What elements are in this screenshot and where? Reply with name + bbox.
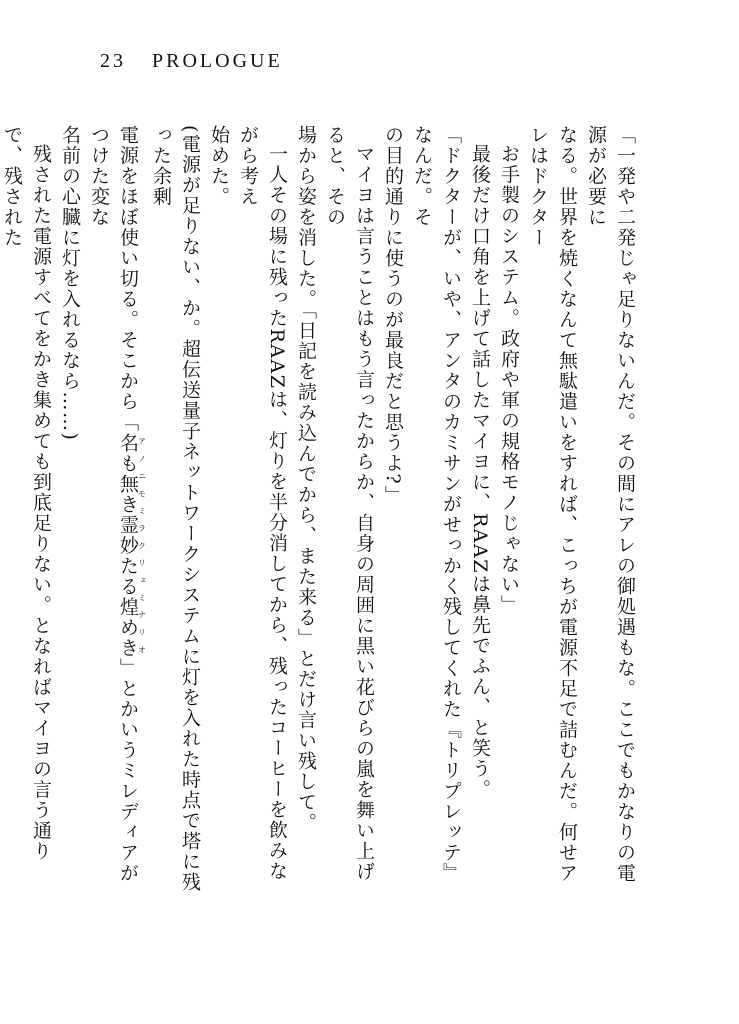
ruby-reading: アノニモミラクリュミナリオ — [137, 432, 147, 658]
text-line: なる。世界を焼くなんて無駄遣いをすれば、こっちが電源不足で詰むんだ。何せアレはドクター — [527, 125, 578, 884]
text-line: 場から姿を消した。「日記を読み込んでから、また来る」とだけ言い残して。 — [295, 125, 317, 833]
text-line: 最後だけ口角を上げて話したマイヨに、RAAZは鼻先でふん、と笑う。 — [469, 144, 491, 800]
ruby-line-text: 電源をほぼ使い切る。そこから「名も無き霊妙たる煌めきアノニモミラクリュミナリオ」とかいうミレディアがつけた変な — [88, 125, 147, 884]
text-line: マイヨは言うことはもう言ったからか、自身の周囲に黒い花びらの嵐を舞い上げると、その — [324, 125, 375, 882]
text-line: 残された電源すべてをかき集めても到底足りない。となればマイヨの言う通りで、残された — [1, 125, 52, 862]
ruby-name: 名も無き霊妙たる煌めきアノニモミラクリュミナリオ — [117, 432, 147, 658]
page-header — [100, 50, 283, 73]
text-line: 「ドクターが、いや、アンタのカミサンがせっかく残してくれた『トリプレッテ』なんだ。そ — [411, 125, 462, 884]
text-line: の目的通りに使うのが最良だと思うよ?」 — [382, 125, 404, 506]
text-line: 名前の心臓に灯を入れるなら……) — [59, 125, 81, 442]
vertical-body-text — [1, 125, 639, 895]
text-line: 一人その場に残ったRAAZは、灯りを半分消してから、残ったコーヒーを飲みながら考え — [237, 125, 288, 882]
section-title: PROLOGUE — [152, 50, 283, 72]
page-number: 23 — [100, 50, 126, 72]
text-line-with-ruby — [84, 125, 146, 895]
text-line: 「一発や二発じゃ足りないんだ。その間にアレの御処遇もな。ここでもかなりの電源が必要に — [585, 125, 636, 884]
text-line: 始めた。 — [208, 125, 230, 207]
text-line: (電源が足りない、か。超伝送量子ネットワークシステムに灯を入れた時点で塔に残った余剰 — [150, 125, 201, 893]
text-line: お手製のシステム。政府や軍の規格モノじゃない」 — [498, 144, 520, 616]
